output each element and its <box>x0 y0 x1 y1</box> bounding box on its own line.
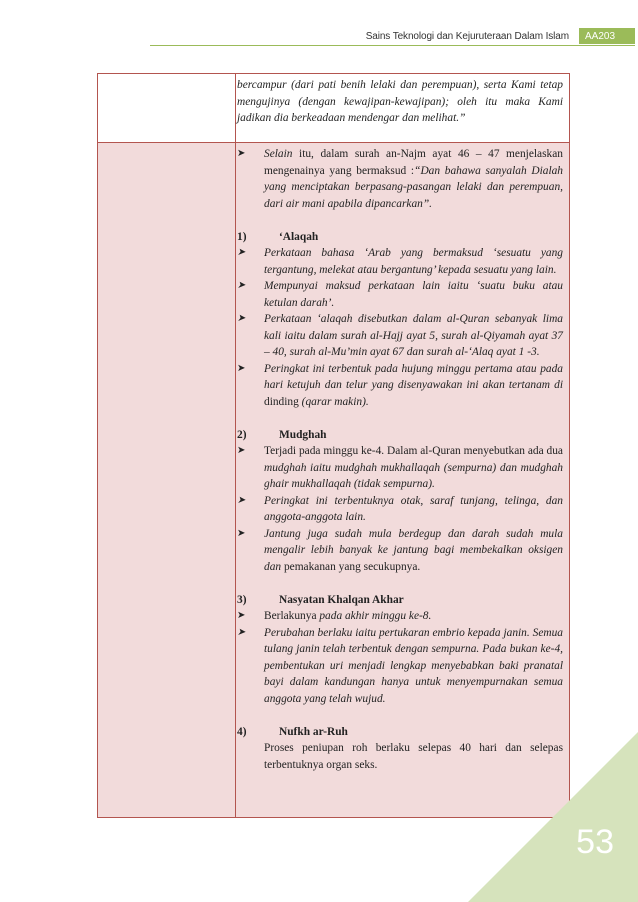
arrow-bullet-icon: ➤ <box>237 148 246 159</box>
mudghah-bullet-1: ➤ Terjadi pada minggu ke-4. Dalam al-Quran menyebutkan ada dua mudghah iaitu mudghah mukhallaqah (sempurna) dan mudghah ghair mukhallaqah (tidak sempurna). <box>237 445 563 490</box>
column-divider <box>235 74 236 817</box>
arrow-bullet-icon: ➤ <box>237 626 246 638</box>
row-1-content-cell <box>237 77 563 127</box>
content-table <box>97 73 570 818</box>
section-heading-mudghah: 2) Mudghah <box>237 428 327 441</box>
alaqah-bullet-3: ➤ Perkataan ‘alaqah disebutkan dalam al-Quran sebanyak lima kali iaitu dalam surah al-Hajj ayat 5, surah al-Qiyamah ayat 37 – 40, surah al-Mu’min ayat 67 dan surah al-‘Alaq ayat 1 -3. <box>237 313 563 358</box>
alaqah-bullet-2: ➤ Mempunyai maksud perkataan lain iaitu ‘suatu buku atau ketulan darah’. <box>237 280 563 309</box>
intro-bullet: ➤ Selain itu, dalam surah an-Najm ayat 46 – 47 menjelaskan mengenainya yang bermaksud :“Dan bahawa sanyalah Dialah yang menciptakan berpasang-pasangan lelaki dan perempuan, dari air mani apabila dipancarkan”. <box>237 148 563 210</box>
header-rule <box>150 45 635 46</box>
page-number: 53 <box>576 823 614 861</box>
quran-translation-continuation: bercampur (dari pati benih lelaki dan perempuan), serta Kami tetap mengujinya (dengan kewajipan-kewajipan); oleh itu maka Kami jadikan dia berkeadaan mendengar dan melihat.” <box>237 79 563 124</box>
arrow-bullet-icon: ➤ <box>237 494 246 506</box>
arrow-bullet-icon: ➤ <box>237 247 246 258</box>
alaqah-bullet-4: ➤ Peringkat ini terbentuk pada hujung minggu pertama atau pada hari ketujuh dan telur yang disenyawakan ini akan tertanam di dinding (qarar makin). <box>237 362 563 408</box>
section-heading-nufkh-ar-ruh: 4) Nufkh ar-Ruh <box>237 725 348 738</box>
section-heading-nasyatan-khalqan-akhar: 3) Nasyatan Khalqan Akhar <box>237 593 404 606</box>
corner-decoration <box>468 732 638 902</box>
arrow-bullet-icon: ➤ <box>237 610 246 621</box>
arrow-bullet-icon: ➤ <box>237 280 246 291</box>
page-header <box>366 28 635 44</box>
course-title: Sains Teknologi dan Kejuruteraan Dalam Islam <box>365 30 569 42</box>
arrow-bullet-icon: ➤ <box>237 362 246 374</box>
arrow-bullet-icon: ➤ <box>237 313 246 324</box>
arrow-bullet-icon: ➤ <box>237 445 246 456</box>
mudghah-bullet-2: ➤ Peringkat ini terbentuknya otak, saraf tunjang, telinga, dan anggota-anggota lain. <box>237 494 563 523</box>
mudghah-bullet-3: ➤ Jantung juga sudah mula berdegup dan darah sudah mula mengalir lebih banyak ke jantung bagi membekalkan oksigen dan pemakanan yang secukupnya. <box>237 527 563 573</box>
section-heading-alaqah: 1) ‘Alaqah <box>237 230 319 243</box>
nasyatan-bullet-1: ➤ Berlakunya pada akhir minggu ke-8. <box>237 608 563 625</box>
course-code-badge: AA203 <box>579 28 635 44</box>
nufkh-ar-ruh-text: Proses peniupan roh berlaku selepas 40 hari dan selepas terbentuknya organ seks. <box>264 742 563 771</box>
nasyatan-bullet-2: ➤ Perubahan berlaku iaitu pertukaran embrio kepada janin. Semua tulang janin telah terbentuk dengan sempurna. Pada bukan ke-4, pembentukan uri menjadi lengkap menyebabkan baki pranatal bayi dalam kandungan hanya untuk menyempurnakan semua anggota yang telah wujud. <box>237 626 563 705</box>
alaqah-bullet-1: ➤ Perkataan bahasa ‘Arab yang bermaksud ‘sesuatu yang tergantung, melekat atau bergantung’ kepada sesuatu yang lain. <box>237 247 563 276</box>
arrow-bullet-icon: ➤ <box>237 527 246 539</box>
row-2-content-cell <box>237 146 563 773</box>
